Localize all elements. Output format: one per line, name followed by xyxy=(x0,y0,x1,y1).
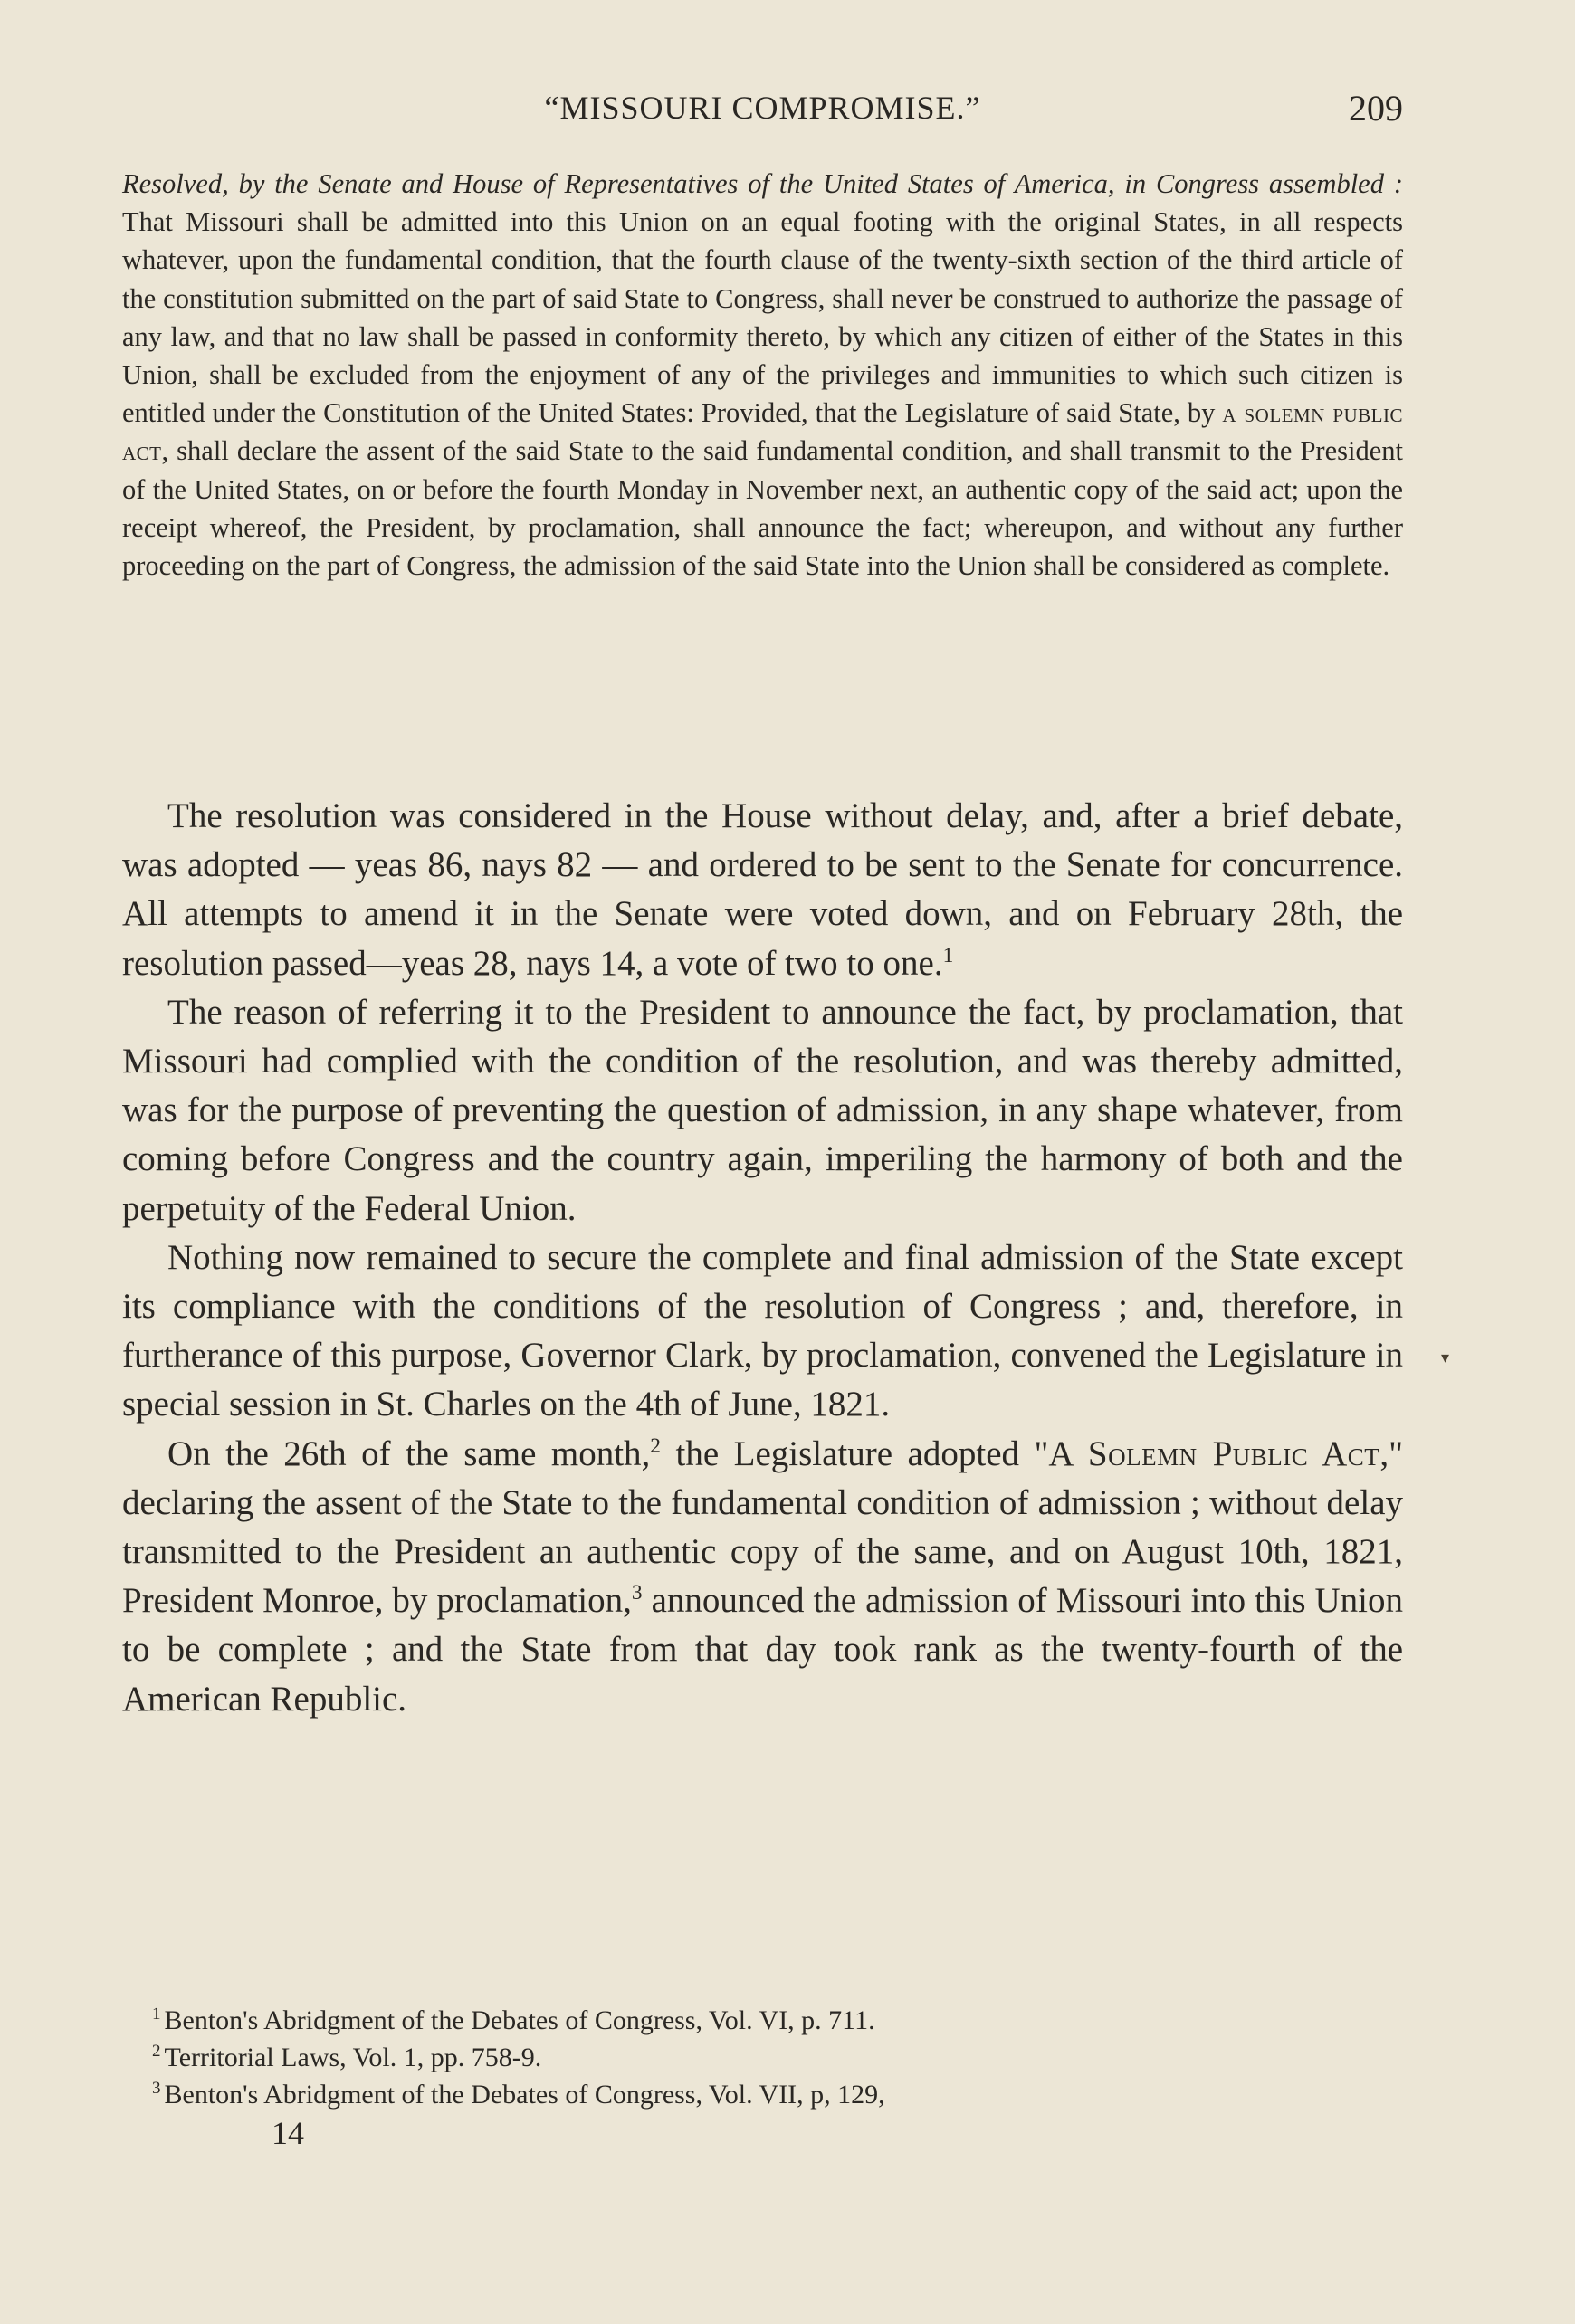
footnote-ref-2: 2 xyxy=(650,1433,661,1458)
paragraph-4 xyxy=(122,1430,1403,1724)
footnote-ref-1: 1 xyxy=(942,943,954,967)
footnote-ref-3: 3 xyxy=(631,1581,643,1605)
resolution-block xyxy=(122,165,1403,585)
paragraph-4-text-b: the Legislature adopted " xyxy=(661,1433,1049,1473)
paragraph-4-smallcaps: A Solemn Public Act xyxy=(1048,1433,1380,1473)
paragraph-4-text-c: ," declaring the assent of the State to the fundamental condition of admission ; without delay transmitted to the President an authentic copy of the same, and on August 10th, 1821, President Monroe, by proclamation, xyxy=(122,1433,1403,1621)
resolution-text-part2: , shall declare the assent of the said State to the said fundamental condition, and shall transmit to the President of the United States, on or before the fourth Monday in November next, an authentic copy of the said act; upon the receipt whereof, the President, by proclamation, shall announce the fact; whereupon, and without any further proceeding on the part of Congress, the admission of the said State into the Union shall be considered as complete. xyxy=(122,435,1403,582)
resolution-smallcaps-phrase: a solemn public act xyxy=(122,397,1403,467)
paragraph-4-text-d: announced the admission of Missouri into this Union to be complete ; and the State from that day took rank as the twenty-fourth of the American Republic. xyxy=(122,1581,1403,1719)
paragraph-1-text: The resolution was considered in the House without delay, and, after a brief debate, was adopted — yeas 86, nays 82 — and ordered to be sent to the Senate for concurrence. All attempts to amend it in the Senate were voted down, and on February 28th, the resolution passed—yeas 28, nays 14, a vote of two to one. xyxy=(122,796,1403,983)
paragraph-3: Nothing now remained to secure the complete and final admission of the State except its compliance with the conditions of the resolution of Congress ; and, therefore, in furtherance of this purpose, Governor Clark, by proclamation, convened the Legislature in special session in St. Charles on the 4th of June, 1821. xyxy=(122,1237,1403,1424)
page-header xyxy=(122,89,1403,134)
resolution-intro: Resolved, by the Senate and House of Representatives of the United States of America, in Congress assembled : xyxy=(122,168,1403,199)
footnote-number: 3 xyxy=(152,2079,161,2098)
footnote xyxy=(152,2076,1401,2113)
footnote-text: Territorial Laws, Vol. 1, pp. 758-9. xyxy=(164,2043,542,2072)
footnote xyxy=(152,2039,1401,2076)
body-text xyxy=(122,792,1403,1724)
running-title: “MISSOURI COMPROMISE.” xyxy=(544,90,981,126)
paragraph-1 xyxy=(122,792,1403,988)
footnote-text: Benton's Abridgment of the Debates of Congress, Vol. VII, p, 129, xyxy=(164,2080,885,2110)
margin-mark-icon: ▾ xyxy=(1441,1348,1450,1367)
resolution-text-part1: That Missouri shall be admitted into this Union on an equal footing with the original States, in all respects whatever, upon the fundamental condition, that the fourth clause of the twenty-sixth section of the third article of the constitution submitted on the part of said State to Congress, shall never be construed to authorize the passage of any law, and that no law shall be passed in conformity thereto, by which any citizen of either of the States in this Union, shall be excluded from the enjoyment of any of the privileges and immunities to which such citizen is entitled under the Constitution of the United States: Provided, that the Legislature of said State, by xyxy=(122,206,1403,429)
footnote-number: 1 xyxy=(152,2005,161,2024)
paragraph-4-text-a: On the 26th of the same month, xyxy=(167,1433,651,1473)
footnote xyxy=(152,2002,1401,2039)
paragraph-2: The reason of referring it to the President to announce the fact, by proclamation, that Missouri had complied with the condition of the resolution, and was thereby admitted, was for the purpose of preventing the question of admission, in any shape whatever, from coming before Congress and the country again, imperiling the harmony of both and the perpetuity of the Federal Union. xyxy=(122,992,1403,1228)
page-number: 209 xyxy=(1349,88,1403,129)
footnote-number: 2 xyxy=(152,2042,161,2061)
footnote-text: Benton's Abridgment of the Debates of Congress, Vol. VI, p. 711. xyxy=(164,2005,875,2035)
signature-mark: 14 xyxy=(272,2115,304,2151)
footnotes xyxy=(152,2002,1401,2113)
